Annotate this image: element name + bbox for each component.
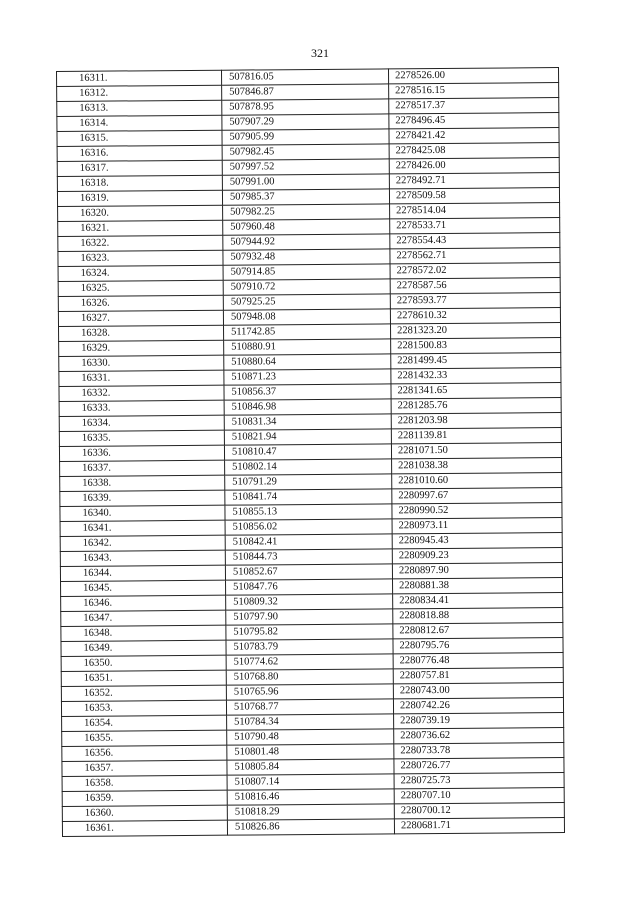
easting-cell: 510844.73 xyxy=(225,549,392,565)
easting-cell: 510821.94 xyxy=(224,429,391,445)
easting-cell: 507985.37 xyxy=(222,189,389,205)
easting-cell: 507960.48 xyxy=(223,219,390,235)
point-number-cell: 16354. xyxy=(62,715,227,731)
northing-cell: 2281323.20 xyxy=(390,323,560,339)
northing-cell: 2280818.88 xyxy=(393,608,563,624)
northing-cell: 2278516.15 xyxy=(389,83,559,99)
point-number-cell: 16348. xyxy=(61,625,226,641)
easting-cell: 510818.29 xyxy=(227,804,394,820)
northing-cell: 2278425.08 xyxy=(389,143,559,159)
northing-cell: 2280757.81 xyxy=(393,668,563,684)
point-number-cell: 16313. xyxy=(57,100,222,116)
point-number-cell: 16341. xyxy=(60,520,225,536)
easting-cell: 507910.72 xyxy=(223,279,390,295)
easting-cell: 507944.92 xyxy=(223,234,390,250)
table-row xyxy=(62,818,564,837)
easting-cell: 507948.08 xyxy=(223,309,390,325)
point-number-cell: 16358. xyxy=(62,775,227,791)
easting-cell: 510768.80 xyxy=(226,669,393,685)
easting-cell: 510856.02 xyxy=(225,519,392,535)
easting-cell: 510797.90 xyxy=(226,609,393,625)
easting-cell: 507914.85 xyxy=(223,264,390,280)
easting-cell: 510784.34 xyxy=(227,714,394,730)
northing-cell: 2278587.56 xyxy=(390,278,560,294)
easting-cell: 507982.45 xyxy=(222,144,389,160)
point-number-cell: 16321. xyxy=(58,220,223,236)
easting-cell: 510880.64 xyxy=(224,354,391,370)
point-number-cell: 16336. xyxy=(59,445,224,461)
northing-cell: 2281203.98 xyxy=(391,413,561,429)
point-number-cell: 16337. xyxy=(60,460,225,476)
northing-cell: 2281010.60 xyxy=(392,473,562,489)
easting-cell: 510809.32 xyxy=(226,594,393,610)
coordinate-table-wrapper xyxy=(56,67,564,837)
easting-cell: 511742.85 xyxy=(224,324,391,340)
point-number-cell: 16319. xyxy=(57,190,222,206)
point-number-cell: 16340. xyxy=(60,505,225,521)
northing-cell: 2280739.19 xyxy=(394,713,564,729)
northing-cell: 2281038.38 xyxy=(392,458,562,474)
northing-cell: 2280834.41 xyxy=(393,593,563,609)
point-number-cell: 16343. xyxy=(60,550,225,566)
easting-cell: 510826.86 xyxy=(227,819,394,835)
northing-cell: 2280909.23 xyxy=(392,548,562,564)
point-number-cell: 16359. xyxy=(62,790,227,806)
northing-cell: 2278509.58 xyxy=(389,188,559,204)
northing-cell: 2280725.73 xyxy=(394,773,564,789)
northing-cell: 2280733.78 xyxy=(394,743,564,759)
northing-cell: 2280795.76 xyxy=(393,638,563,654)
easting-cell: 507982.25 xyxy=(223,204,390,220)
coordinate-table xyxy=(56,67,565,837)
easting-cell: 510846.98 xyxy=(224,399,391,415)
coordinate-table-body xyxy=(57,68,565,837)
point-number-cell: 16324. xyxy=(58,265,223,281)
easting-cell: 510790.48 xyxy=(227,729,394,745)
point-number-cell: 16335. xyxy=(59,430,224,446)
easting-cell: 507932.48 xyxy=(223,249,390,265)
point-number-cell: 16314. xyxy=(57,115,222,131)
point-number-cell: 16346. xyxy=(61,595,226,611)
easting-cell: 507925.25 xyxy=(223,294,390,310)
northing-cell: 2278562.71 xyxy=(390,248,560,264)
point-number-cell: 16360. xyxy=(62,805,227,821)
point-number-cell: 16338. xyxy=(60,475,225,491)
easting-cell: 510783.79 xyxy=(226,639,393,655)
easting-cell: 507907.29 xyxy=(222,114,389,130)
northing-cell: 2278496.45 xyxy=(389,113,559,129)
easting-cell: 510774.62 xyxy=(226,654,393,670)
point-number-cell: 16344. xyxy=(60,565,225,581)
page-number: 321 xyxy=(311,46,329,60)
northing-cell: 2278526.00 xyxy=(388,68,558,84)
point-number-cell: 16315. xyxy=(57,130,222,146)
point-number-cell: 16339. xyxy=(60,490,225,506)
northing-cell: 2280726.77 xyxy=(394,758,564,774)
easting-cell: 510880.91 xyxy=(224,339,391,355)
easting-cell: 510805.84 xyxy=(227,759,394,775)
easting-cell: 510765.96 xyxy=(226,684,393,700)
point-number-cell: 16361. xyxy=(62,820,227,836)
northing-cell: 2280707.10 xyxy=(394,788,564,804)
northing-cell: 2280990.52 xyxy=(392,503,562,519)
point-number-cell: 16333. xyxy=(59,400,224,416)
northing-cell: 2281139.81 xyxy=(391,428,561,444)
northing-cell: 2278572.02 xyxy=(390,263,560,279)
northing-cell: 2278554.43 xyxy=(390,233,560,249)
point-number-cell: 16311. xyxy=(57,70,222,86)
northing-cell: 2278514.04 xyxy=(390,203,560,219)
northing-cell: 2280743.00 xyxy=(393,683,563,699)
easting-cell: 510807.14 xyxy=(227,774,394,790)
easting-cell: 510831.34 xyxy=(224,414,391,430)
point-number-cell: 16345. xyxy=(61,580,226,596)
northing-cell: 2281499.45 xyxy=(391,353,561,369)
point-number-cell: 16350. xyxy=(61,655,226,671)
point-number-cell: 16351. xyxy=(61,670,226,686)
point-number-cell: 16312. xyxy=(57,85,222,101)
point-number-cell: 16318. xyxy=(57,175,222,191)
easting-cell: 510768.77 xyxy=(226,699,393,715)
easting-cell: 510801.48 xyxy=(227,744,394,760)
northing-cell: 2280997.67 xyxy=(392,488,562,504)
easting-cell: 507878.95 xyxy=(222,99,389,115)
point-number-cell: 16322. xyxy=(58,235,223,251)
easting-cell: 510847.76 xyxy=(226,579,393,595)
northing-cell: 2280776.48 xyxy=(393,653,563,669)
easting-cell: 507905.99 xyxy=(222,129,389,145)
northing-cell: 2278533.71 xyxy=(390,218,560,234)
point-number-cell: 16325. xyxy=(58,280,223,296)
northing-cell: 2281432.33 xyxy=(391,368,561,384)
easting-cell: 507816.05 xyxy=(221,69,388,85)
easting-cell: 510802.14 xyxy=(225,459,392,475)
easting-cell: 510791.29 xyxy=(225,474,392,490)
point-number-cell: 16342. xyxy=(60,535,225,551)
northing-cell: 2278426.00 xyxy=(389,158,559,174)
northing-cell: 2280700.12 xyxy=(394,803,564,819)
northing-cell: 2278421.42 xyxy=(389,128,559,144)
point-number-cell: 16330. xyxy=(59,355,224,371)
point-number-cell: 16349. xyxy=(61,640,226,656)
point-number-cell: 16353. xyxy=(61,700,226,716)
point-number-cell: 16328. xyxy=(59,325,224,341)
easting-cell: 510852.67 xyxy=(225,564,392,580)
northing-cell: 2280736.62 xyxy=(394,728,564,744)
northing-cell: 2281071.50 xyxy=(391,443,561,459)
point-number-cell: 16356. xyxy=(62,745,227,761)
point-number-cell: 16347. xyxy=(61,610,226,626)
easting-cell: 510810.47 xyxy=(224,444,391,460)
easting-cell: 507991.00 xyxy=(222,174,389,190)
easting-cell: 510795.82 xyxy=(226,624,393,640)
northing-cell: 2280881.38 xyxy=(392,578,562,594)
point-number-cell: 16320. xyxy=(58,205,223,221)
point-number-cell: 16329. xyxy=(59,340,224,356)
point-number-cell: 16332. xyxy=(59,385,224,401)
northing-cell: 2280973.11 xyxy=(392,518,562,534)
point-number-cell: 16317. xyxy=(57,160,222,176)
point-number-cell: 16355. xyxy=(62,730,227,746)
northing-cell: 2280812.67 xyxy=(393,623,563,639)
easting-cell: 510816.46 xyxy=(227,789,394,805)
easting-cell: 510856.37 xyxy=(224,384,391,400)
easting-cell: 510855.13 xyxy=(225,504,392,520)
northing-cell: 2280681.71 xyxy=(394,818,564,834)
northing-cell: 2281341.65 xyxy=(391,383,561,399)
northing-cell: 2281285.76 xyxy=(391,398,561,414)
point-number-cell: 16323. xyxy=(58,250,223,266)
point-number-cell: 16352. xyxy=(61,685,226,701)
point-number-cell: 16334. xyxy=(59,415,224,431)
point-number-cell: 16331. xyxy=(59,370,224,386)
northing-cell: 2278492.71 xyxy=(389,173,559,189)
easting-cell: 510871.23 xyxy=(224,369,391,385)
northing-cell: 2278517.37 xyxy=(389,98,559,114)
northing-cell: 2280945.43 xyxy=(392,533,562,549)
point-number-cell: 16326. xyxy=(58,295,223,311)
point-number-cell: 16357. xyxy=(62,760,227,776)
northing-cell: 2280897.90 xyxy=(392,563,562,579)
easting-cell: 510842.41 xyxy=(225,534,392,550)
easting-cell: 510841.74 xyxy=(225,489,392,505)
point-number-cell: 16327. xyxy=(58,310,223,326)
northing-cell: 2281500.83 xyxy=(391,338,561,354)
northing-cell: 2278610.32 xyxy=(390,308,560,324)
northing-cell: 2278593.77 xyxy=(390,293,560,309)
point-number-cell: 16316. xyxy=(57,145,222,161)
easting-cell: 507846.87 xyxy=(222,84,389,100)
northing-cell: 2280742.26 xyxy=(393,698,563,714)
easting-cell: 507997.52 xyxy=(222,159,389,175)
